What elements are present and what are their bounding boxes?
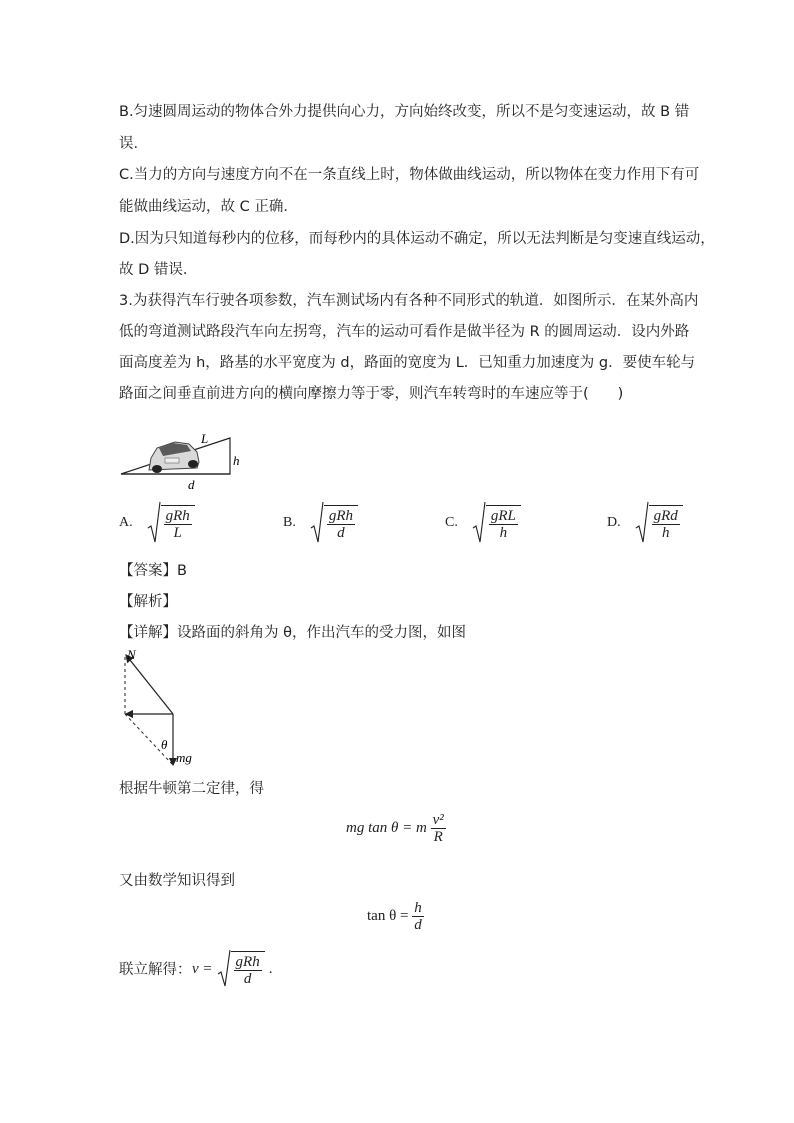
- equation-tan-lhs: tan θ =: [367, 907, 409, 924]
- newton-law-line: 根据牛顿第二定律，得: [119, 781, 264, 797]
- question-3-line-1: 3.为获得汽车行驶各项参数，汽车测试场内有各种不同形式的轨道．如图所示．在某外高内: [119, 293, 699, 309]
- option-b-explanation-line-1: B.匀速圆周运动的物体合外力提供向心力，方向始终改变，所以不是匀变速运动，故 B 错: [119, 104, 690, 120]
- option-denominator: h: [661, 525, 670, 541]
- equation-newton-denominator: R: [433, 829, 443, 845]
- sqrt-sign-icon: [217, 948, 231, 990]
- option-label: C.: [445, 515, 458, 530]
- option-b-explanation-line-2: 误．: [119, 136, 148, 152]
- car-image: [149, 442, 199, 473]
- equation-newton: [346, 812, 446, 845]
- option-denominator: d: [337, 525, 345, 541]
- label-h: h: [233, 453, 240, 468]
- option-numerator: gRh: [165, 508, 190, 524]
- question-3-line-2: 低的弯道测试路段汽车向左拐弯，汽车的运动可看作是做半径为 R 的圆周运动．设内外路: [119, 324, 690, 340]
- equation-tan: [367, 900, 424, 933]
- analysis-title: 【解析】: [119, 594, 177, 610]
- option-d[interactable]: [607, 500, 683, 546]
- option-c-explanation-line-2: 能做曲线运动，故 C 正确．: [119, 199, 298, 215]
- sqrt-sign-icon: [147, 500, 161, 546]
- math-knowledge-line: 又由数学知识得到: [119, 873, 235, 889]
- solve-label: 联立解得：: [119, 962, 192, 978]
- option-c-explanation-line-1: C.当力的方向与速度方向不在一条直线上时，物体做曲线运动，所以物体在变力作用下有可: [119, 167, 700, 183]
- equation-solution-denominator: d: [243, 971, 252, 987]
- sqrt-sign-icon: [635, 500, 649, 546]
- question-3-line-3: 面高度差为 h，路基的水平宽度为 d，路面的宽度为 L．已知重力加速度为 g．要使车轮与: [119, 355, 696, 371]
- question-3-line-4: 路面之间垂直前进方向的横向摩擦力等于零，则汽车转弯时的车速应等于( ): [119, 386, 624, 402]
- label-N: N: [127, 647, 136, 662]
- label-L: L: [201, 431, 209, 446]
- option-denominator: h: [499, 525, 508, 541]
- option-numerator: gRh: [328, 508, 354, 524]
- equation-newton-numerator: v²: [432, 812, 444, 828]
- label-d: d: [188, 477, 195, 492]
- option-d-explanation-line-1: D.因为只知道每秒内的位移，而每秒内的具体运动不确定，所以无法判断是匀变速直线运动，: [119, 231, 715, 247]
- sqrt-sign-icon: [472, 500, 486, 546]
- equation-solution-lhs: v =: [192, 960, 213, 977]
- option-numerator: gRd: [653, 508, 678, 524]
- equation-solution-numerator: gRh: [235, 954, 260, 970]
- label-theta: θ: [161, 737, 168, 752]
- banked-road-figure: [115, 418, 255, 493]
- equation-newton-lhs: mg tan θ = m: [346, 819, 427, 836]
- detail-line: 【详解】设路面的斜角为 θ，作出汽车的受力图，如图: [119, 625, 466, 641]
- answer-line: 【答案】B: [119, 563, 187, 579]
- option-label: D.: [607, 515, 621, 530]
- sqrt-sign-icon: [310, 500, 324, 546]
- option-numerator: gRL: [490, 508, 516, 524]
- option-label: A.: [119, 515, 133, 530]
- option-label: B.: [283, 515, 296, 530]
- equation-tan-denominator: d: [414, 917, 422, 933]
- option-b[interactable]: [283, 500, 358, 546]
- equation-solution-end: .: [268, 960, 273, 977]
- equation-tan-numerator: h: [414, 900, 422, 916]
- equation-solution: [192, 948, 272, 990]
- option-c[interactable]: [445, 500, 521, 546]
- option-denominator: L: [173, 525, 182, 541]
- option-a[interactable]: [119, 500, 195, 546]
- option-d-explanation-line-2: 故 D 错误．: [119, 262, 198, 278]
- label-mg: mg: [176, 750, 192, 765]
- force-diagram: [115, 645, 205, 770]
- normal-force-arrow: [126, 655, 173, 714]
